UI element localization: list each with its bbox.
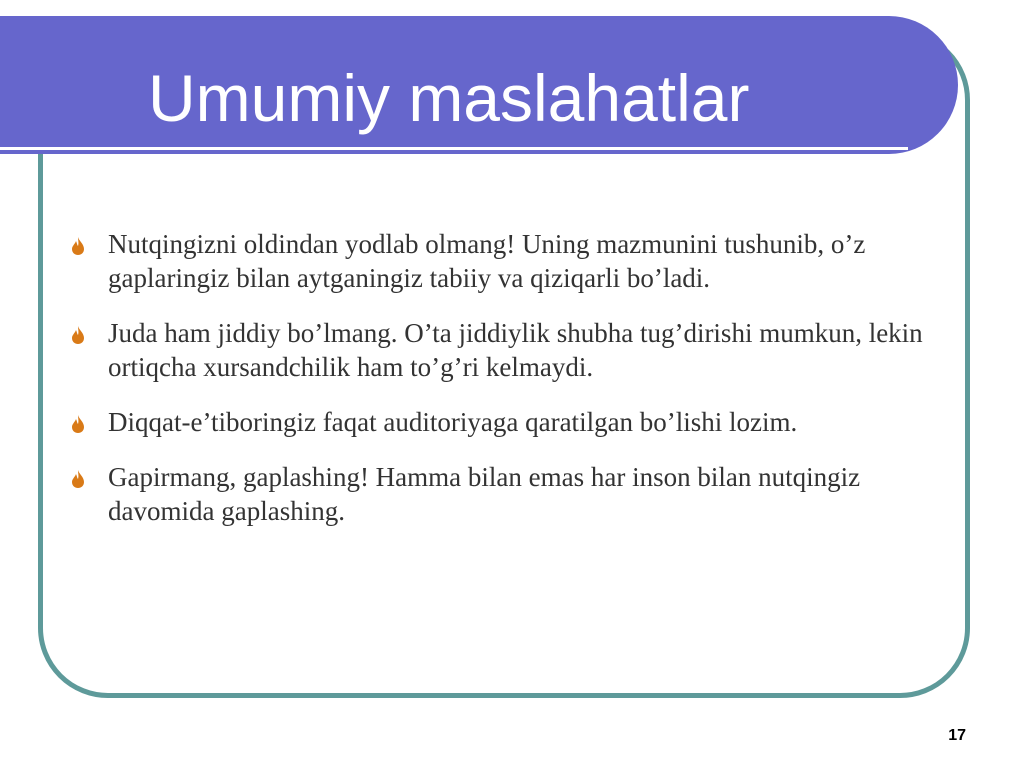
flame-bullet-icon <box>70 325 86 345</box>
bullet-text: Nutqingizni oldindan yodlab olmang! Uning mazmunini tushunib, o’z gaplaringiz bilan aytganingiz tabiiy va qiziqarli bo’ladi. <box>108 229 866 293</box>
flame-bullet-icon <box>70 236 86 256</box>
bullet-item <box>70 227 930 295</box>
flame-bullet-icon <box>70 469 86 489</box>
bullet-list <box>70 227 930 549</box>
title-bar <box>0 16 958 154</box>
bullet-text: Gapirmang, gaplashing! Hamma bilan emas har inson bilan nutqingiz davomida gaplashing. <box>108 462 861 526</box>
flame-bullet-icon <box>70 414 86 434</box>
page-number: 17 <box>948 727 966 744</box>
bullet-item <box>70 405 930 439</box>
bullet-item <box>70 316 930 384</box>
title-underline <box>0 147 908 150</box>
slide-title: Umumiy maslahatlar <box>148 61 750 135</box>
bullet-text: Diqqat-e’tiboringiz faqat auditoriyaga qaratilgan bo’lishi lozim. <box>108 407 798 437</box>
bullet-item <box>70 460 930 528</box>
bullet-text: Juda ham jiddiy bo’lmang. O’ta jiddiylik shubha tug’dirishi mumkun, lekin ortiqcha xursandchilik ham to’g’ri kelmaydi. <box>108 318 923 382</box>
